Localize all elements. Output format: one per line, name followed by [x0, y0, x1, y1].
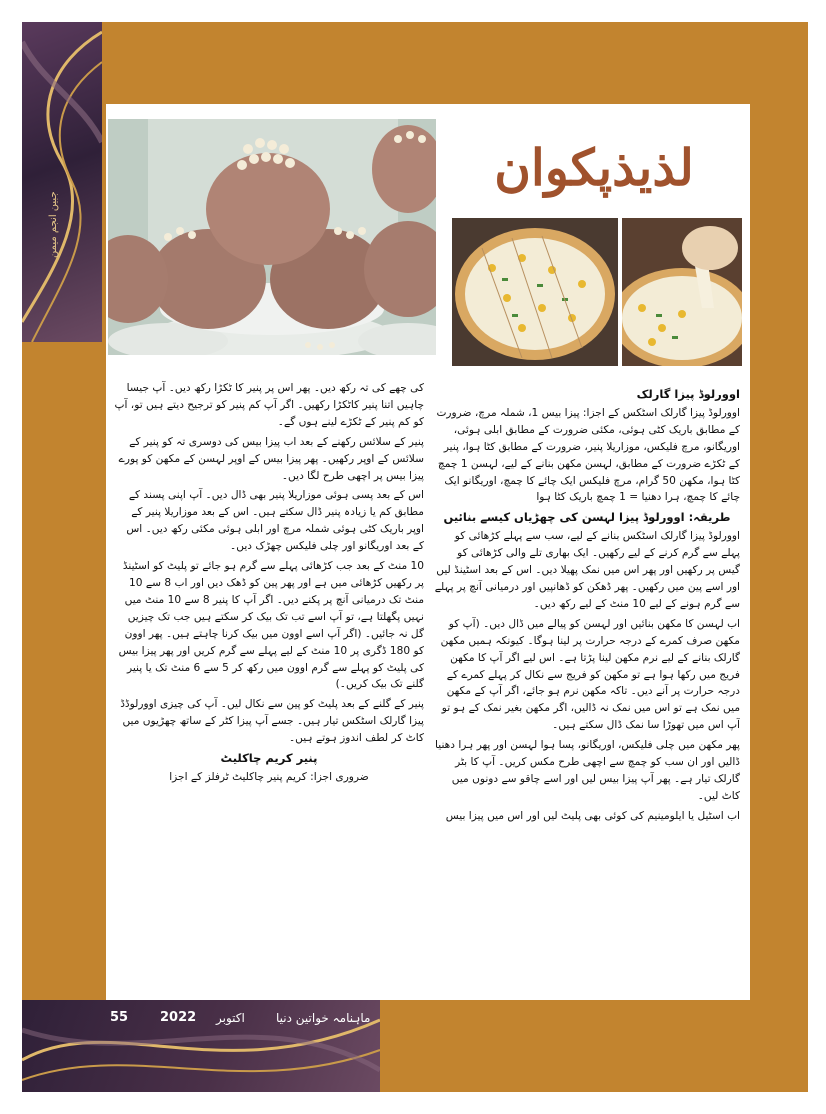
- page-number: 55: [110, 1010, 129, 1025]
- author-name-label: جبین انجم میمن: [48, 191, 59, 259]
- right-text-column: [434, 386, 740, 998]
- method-heading: طریقہ: اوورلوڈ پیزا لہسن کی چھڑیاں کیسے بنائیں: [443, 510, 731, 525]
- pizza-photo-1: [452, 218, 618, 366]
- method-paragraph: اب لہسن کا مکھن بنائیں اور لہسن کو پیالے میں ڈال دیں۔ (آپ کو مکھن صرف کمرے کے درجہ حرارت پر لینا ہوگا۔ کیونکہ ہمیں مکھن گارلک بنانے کے لیے نرم مکھن لینا پڑتا ہے۔ اس لیے اگر آپ کا مکھن فریج میں رکھا ہوا ہے تو مکھن کو فریج سے نکال کر پہلے کمرے کے درجہ حرارت پر آنے دیں۔ تاکہ مکھن نرم ہو جائے، اگر آپ کے مکھن میں نمک ہے تو اس میں نمک نہ ڈالیں، اگر مکھن بغیر نمک کے ہو تو آپ اس میں تھوڑا سا نمک ڈال سکتے ہیں۔: [440, 617, 740, 732]
- method-paragraph: اب اسٹیل یا ایلومینیم کی کوئی بھی پلیٹ لیں اور اس میں پیزا بیس: [445, 809, 740, 822]
- method-paragraph: پھر مکھن میں چلی فلیکس، اوریگانو، پسا ہوا لہسن اور پھر ہرا دھنیا ڈالیں اور ان سب کو چمچ سے اچھی طرح مکس کریں۔ آپ کا بٹر گارلک تیار ہے۔ پھر آپ پیزا بیس لیں اور اسے چاقو سے دونوں میں کاٹ لیں۔: [435, 739, 740, 802]
- page-title: لذیذپکوان: [494, 138, 694, 197]
- left-text-column: [114, 380, 424, 998]
- recipe-heading-2: پنیر کریم چاکلیٹ: [220, 751, 318, 766]
- magazine-name: ماہنامہ خواتین دنیا: [276, 1011, 371, 1025]
- cheese-pull-pizza-icon: [622, 218, 742, 366]
- method-paragraph: پنیر کے سلائس رکھنے کے بعد اب پیزا بیس کی دوسری تہ کو پنیر کے سلائس کے اوپر رکھیں۔ پھر پیزا بیس کے اوپر لہسن کے مکھن کو پورے پیزا بیس پر اچھی طرح لگا دیں۔: [118, 435, 424, 482]
- issue-year: 2022: [160, 1010, 197, 1025]
- ingredients-paragraph: اوورلوڈ پیزا گارلک اسٹکس کے اجزا: پیزا بیس 1، شملہ مرچ، ضرورت کے مطابق باریک کٹی ہوئی، مکئی ضرورت کے مطابق ابلی ہوئی، اوریگانو، مرچ فلیکس، موزاریلا پنیر، ضرورت کے مطابق کٹا ہوا، پنیر کے ٹکڑے ضرورت کے مطابق، لہسن مکھن بنانے کے لیے، لہسن 1 چمچ کٹا ہوا، مکھن 50 گرام، مرچ فلیکس ایک چائے کا چمچ، اوریگانو ایک چائے کا چمچ، ہرا دھنیا = 1 چمچ باریک کٹا ہوا: [436, 406, 740, 504]
- ice-cream-scoops-icon: [108, 119, 436, 355]
- issue-month: اکتوبر: [216, 1011, 245, 1025]
- method-paragraph: اس کے بعد پسی ہوئی موزاریلا پنیر بھی ڈال دیں۔ آپ اپنی پسند کے مطابق کم یا زیادہ پنیر ڈال سکتے ہیں۔ اس کے بعد موزاریلا پنیر کے اوپر باریک کٹی ہوئی شملہ مرچ اور ابلی ہوئی مکئی رکھ دیں۔ اس کے بعد اوریگانو اور چلی فلیکس چھڑک دیں۔: [126, 489, 424, 553]
- ice-cream-photo: [108, 119, 436, 355]
- method-paragraph: کی چھے کی تہ رکھ دیں۔ پھر اس پر پنیر کا ٹکڑا رکھ دیں۔ آپ جیسا چاہیں اتنا پنیر کاٹکڑا رکھیں۔ اگر آپ کم پنیر کو ترجیح دیتے ہیں تو، آپ کو کم پنیر کے ٹکڑے لینے ہوں گے۔: [114, 382, 424, 428]
- recipe-heading: اوورلوڈ پیزا گارلک: [636, 387, 740, 401]
- method-paragraph: اوورلوڈ پیزا گارلک اسٹکس بنانے کے لیے، سب سے پہلے کڑھائی کو پہلے سے گرم کرنے کے لیے رکھیں۔ ایک بھاری تلے والی کڑھائی کو گیس پر رکھیں اور پھر اس میں نمک پھیلا دیں۔ اس کے بعد اسٹینڈ لیں اور اسے پین میں رکھیں۔ پھر ڈھکن کو ڈھانپیں اور درمیانی آنچ پر پہلے سے گرم ہونے کے لیے 10 منٹ کے لیے رکھ دیں۔: [434, 530, 740, 610]
- method-paragraph: پنیر کے گلنے کے بعد پلیٹ کو پین سے نکال لیں۔ آپ کی چیزی اوورلوڈڈ پیزا گارلک اسٹکس تیار ہیں۔ جسے آپ پیزا کٹر کے ساتھ چھڑیوں میں کاٹ کر لطف اندوز ہوتے ہیں۔: [120, 698, 424, 745]
- ingredients-intro: ضروری اجزا: کریم پنیر چاکلیٹ ٹرفلز کے اجزا: [169, 770, 369, 783]
- page-footer: [106, 1006, 750, 1030]
- garlic-pizza-icon: [452, 218, 618, 366]
- method-paragraph: 10 منٹ کے بعد جب کڑھائی پہلے سے گرم ہو جائے تو پلیٹ کو اسٹینڈ پر رکھیں کڑھائی میں ہے اور پھر پین کو ڈھک دیں اور اب 8 سے 10 منٹ تک درمیانی آنچ پر پکنے دیں۔ اگر آپ کا پنیر 8 سے 10 منٹ میں نہیں پگھلتا ہے، تو آپ اسے تب تک بیک کر سکتے ہیں جب تک چیزیں گل نہ جائیں۔ (اگر آپ اسے اوون میں بیک کرنا چاہتے ہیں۔ پھر اوون کو 180 ڈگری پر 10 منٹ کے لیے پہلے سے گرم کریں اور پھر پیزا بیس کی پلیٹ کو پہلے سے گرم اوون میں رکھ کر 5 سے 6 منٹ تک یا پنیر گلنے تک بیک کریں۔): [118, 560, 424, 691]
- pizza-photo-2: [622, 218, 742, 366]
